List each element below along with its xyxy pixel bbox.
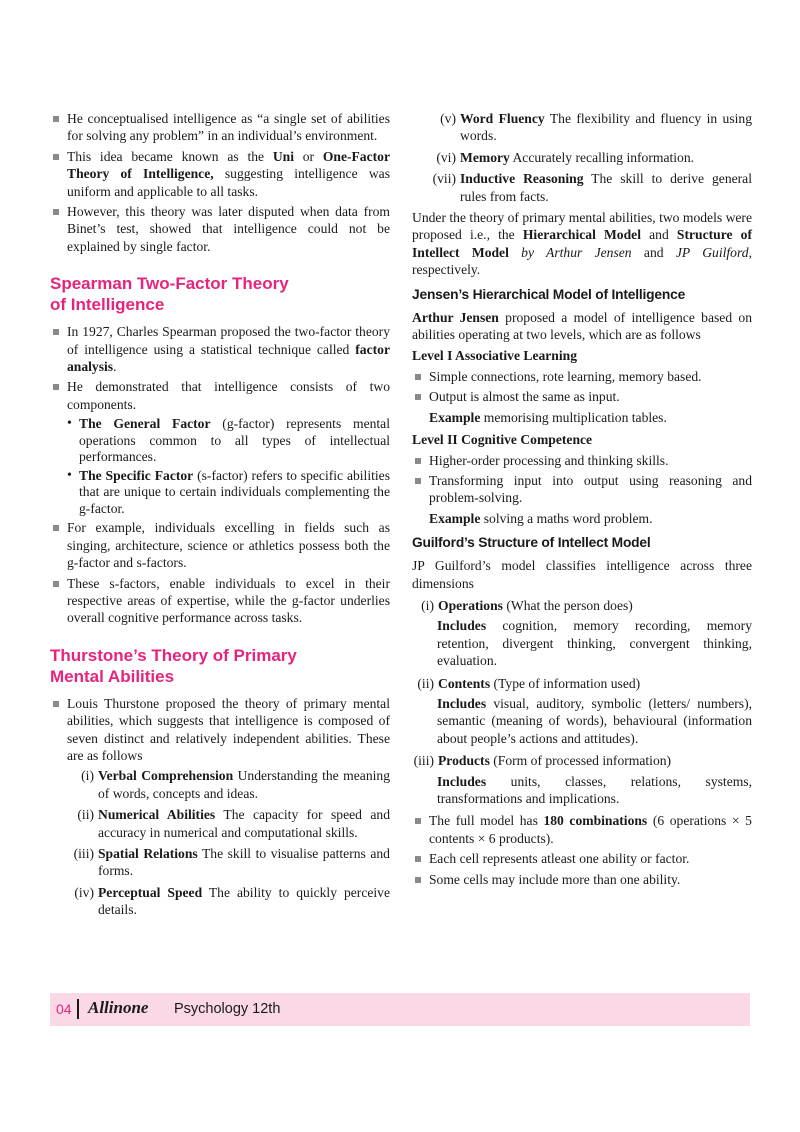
brand-logo: Allinone — [88, 998, 149, 1017]
operations-includes: Includes cognition, memory recording, memory retention, divergent thinking, convergent thinking, evaluation. — [437, 618, 752, 669]
level-1-example: Example memorising multiplication tables. — [429, 409, 667, 425]
jensen-paragraph: Arthur Jensen proposed a model of intelligence based on abilities operating at two levels, which are as follows — [412, 309, 752, 343]
level-1-bullet-1: Simple connections, rote learning, memory based. — [412, 368, 752, 385]
right-column — [412, 110, 752, 891]
book-subject: Psychology 12th — [174, 1001, 281, 1017]
level-1-heading: Level I Associative Learning — [412, 348, 578, 364]
dimension-operations: (i) Operations (What the person does) — [421, 597, 633, 613]
models-paragraph: Under the theory of primary mental abilities, two models were proposed i.e., the Hierarchical Model and Structure of Intellect Model by Arthur Jensen and JP Guilford, respectively. — [412, 210, 752, 278]
bullet-text: He conceptualised intelligence as “a single set of abilities for solving any problem” in an individual’s environment. — [67, 111, 390, 144]
level-1-bullet-2: Output is almost the same as input. — [412, 388, 752, 405]
dimension-contents: (ii) Contents (Type of information used) — [417, 675, 641, 691]
products-includes: Includes units, classes, relations, systems, transformations and implications. — [437, 773, 752, 806]
ability-item-3: (iii) Spatial Relations The skill to visualise patterns and forms. — [73, 845, 390, 879]
ability-item-2: (ii) Numerical Abilities The capacity for speed and accuracy in numerical and computational skills. — [77, 807, 390, 840]
level-2-example: Example solving a maths word problem. — [429, 510, 653, 526]
spearman-bullet-4: These s-factors, enable individuals to excel in their respective areas of expertise, while the g-factor underlies overall cognitive performance across tasks. — [50, 575, 390, 627]
thurstone-bullet-1: Louis Thurstone proposed the theory of primary mental abilities, which suggests that intelligence is composed of seven distinct and relatively independent abilities. These are as follows — [50, 695, 390, 765]
guilford-bullet-3: Some cells may include more than one ability. — [412, 871, 752, 888]
ability-item-6: (vi) Memory Accurately recalling information. — [436, 149, 695, 165]
footer-divider — [77, 999, 79, 1019]
level-2-bullet-1: Higher-order processing and thinking skills. — [412, 452, 752, 469]
page-number: 04 — [56, 1001, 72, 1017]
ability-item-1: (i) Verbal Comprehension Understanding the meaning of words, concepts and ideas. — [81, 768, 390, 801]
intro-bullet-1 — [50, 110, 390, 145]
general-factor-item: • The General Factor (g-factor) represents mental operations common to all types of intellectual performances. — [50, 416, 390, 466]
intro-bullet-2: This idea became known as the Uni or One-Factor Theory of Intelligence, suggesting intelligence was uniform and applicable to all tasks. — [50, 148, 390, 200]
jensen-heading: Jensen’s Hierarchical Model of Intelligence — [412, 286, 686, 302]
specific-factor-item: • The Specific Factor (s-factor) refers to specific abilities that are unique to certain individuals complementing the g-factor. — [50, 468, 390, 518]
level-2-bullet-2: Transforming input into output using reasoning and problem-solving. — [412, 472, 752, 507]
ability-item-4: (iv) Perceptual Speed The ability to quickly perceive details. — [74, 884, 390, 918]
ability-item-7: (vii) Inductive Reasoning The skill to derive general rules from facts. — [432, 171, 752, 204]
spearman-bullet-1: In 1927, Charles Spearman proposed the two-factor theory of intelligence using a statistical technique called factor analysis. — [50, 323, 390, 375]
guilford-bullet-1: The full model has 180 combinations (6 operations × 5 contents × 6 products). — [412, 812, 752, 847]
spearman-bullet-3: For example, individuals excelling in fields such as singing, architecture, science or athletics possess both the g-factor and s-factors. — [50, 519, 390, 571]
contents-includes: Includes visual, auditory, symbolic (letters/ numbers), semantic (meaning of words), behavioural (information about people’s actions and attitudes). — [437, 695, 752, 746]
dimension-products: (iii) Products (Form of processed information) — [413, 753, 672, 769]
guilford-heading: Guilford’s Structure of Intellect Model — [412, 535, 651, 551]
spearman-bullet-2: He demonstrated that intelligence consists of two components. — [50, 378, 390, 413]
guilford-paragraph: JP Guilford’s model classifies intelligence across three dimensions — [412, 558, 752, 591]
intro-bullet-3: However, this theory was later disputed when data from Binet’s test, showed that intelligence could not be explained by single factor. — [50, 203, 390, 255]
spearman-heading: Spearman Two-Factor Theory of Intelligence — [50, 274, 289, 315]
guilford-bullet-2: Each cell represents atleast one ability or factor. — [412, 850, 752, 867]
thurstone-heading: Thurstone’s Theory of Primary Mental Abilities — [50, 645, 297, 686]
page-footer — [50, 993, 750, 1026]
level-2-heading: Level II Cognitive Competence — [412, 432, 593, 448]
ability-item-5: (v) Word Fluency The flexibility and fluency in using words. — [440, 111, 753, 144]
left-column — [50, 110, 390, 923]
